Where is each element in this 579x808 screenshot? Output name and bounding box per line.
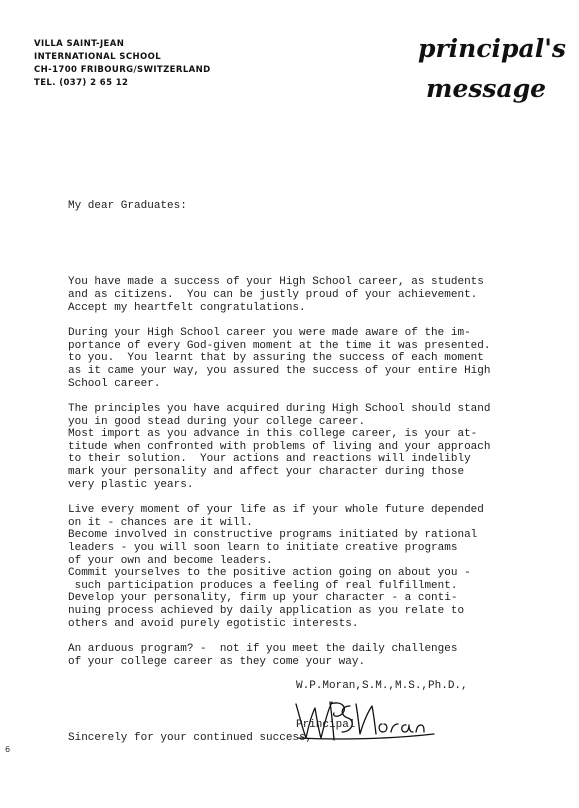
text-line: Commit yourselves to the positive action going on about you -: [68, 567, 471, 580]
letter-paragraph: [68, 327, 568, 390]
letterhead-line: INTERNATIONAL SCHOOL: [34, 52, 162, 62]
text-line: to you. You learnt that by assuring the success of each moment: [68, 352, 484, 365]
text-line: of your college career as they come your way.: [68, 655, 366, 668]
text-line: you in good stead during your college career.: [68, 415, 366, 428]
text-line: Live every moment of your life as if your whole future depended: [68, 504, 484, 517]
page-number: 6: [5, 745, 11, 754]
text-line: During your High School career you were made aware of the im-: [68, 327, 471, 340]
text-line: mark your personality and affect your character during those: [68, 466, 465, 479]
text-line: Most import as you advance in this college career, is your at-: [68, 428, 478, 441]
text-line: such participation produces a feeling of real fulfillment.: [68, 579, 458, 592]
text-line: My dear Graduates:: [68, 200, 187, 213]
text-line: Become involved in constructive programs initiated by rational: [68, 529, 478, 542]
text-line: of your own and become leaders.: [68, 554, 273, 567]
page-heading: [418, 29, 568, 109]
text-line: School career.: [68, 377, 161, 390]
signer-title: Principal: [296, 719, 356, 731]
text-line: You have made a success of your High School career, as students: [68, 276, 484, 289]
heading-line: message: [426, 74, 547, 103]
letterhead-line: TEL. (037) 2 65 12: [34, 78, 129, 88]
text-line: very plastic years.: [68, 478, 194, 491]
letterhead-line: VILLA SAINT-JEAN: [34, 39, 125, 49]
text-line: nuing process achieved by daily application as you relate to: [68, 605, 465, 617]
text-line: and as citizens. You can be justly proud of your achievement.: [68, 288, 478, 301]
school-letterhead: [34, 38, 211, 90]
text-line: An arduous program? - not if you meet the daily challenges: [68, 643, 458, 656]
letter-paragraph: [68, 403, 568, 491]
text-line: Accept my heartfelt congratulations.: [68, 301, 306, 314]
text-line: others and avoid purely egotistic interests.: [68, 617, 359, 630]
text-line: on it - chances are it will.: [68, 516, 253, 529]
text-line: to their solution. Your actions and reactions will indelibly: [68, 453, 471, 466]
text-line: Sincerely for your continued success,: [68, 731, 313, 744]
handwritten-signature: [290, 694, 440, 744]
text-line: Develop your personality, firm up your character - a conti-: [68, 592, 458, 605]
text-line: titude when confronted with problems of living and your approach: [68, 440, 491, 453]
text-line: as it came your way, you assured the success of your entire High: [68, 364, 491, 377]
signer-name: W.P.Moran,S.M.,M.S.,Ph.D.,: [296, 680, 468, 692]
letter-paragraph: [68, 504, 568, 630]
salutation: [68, 175, 568, 238]
letter-paragraph: [68, 276, 568, 314]
heading-line: principal's: [418, 34, 566, 63]
text-line: leaders - you will soon learn to initiate creative programs: [68, 542, 458, 555]
text-line: The principles you have acquired during High School should stand: [68, 403, 491, 416]
letterhead-line: CH-1700 FRIBOURG/SWITZERLAND: [34, 65, 211, 75]
text-line: portance of every God-given moment at the time it was presented.: [68, 339, 491, 352]
